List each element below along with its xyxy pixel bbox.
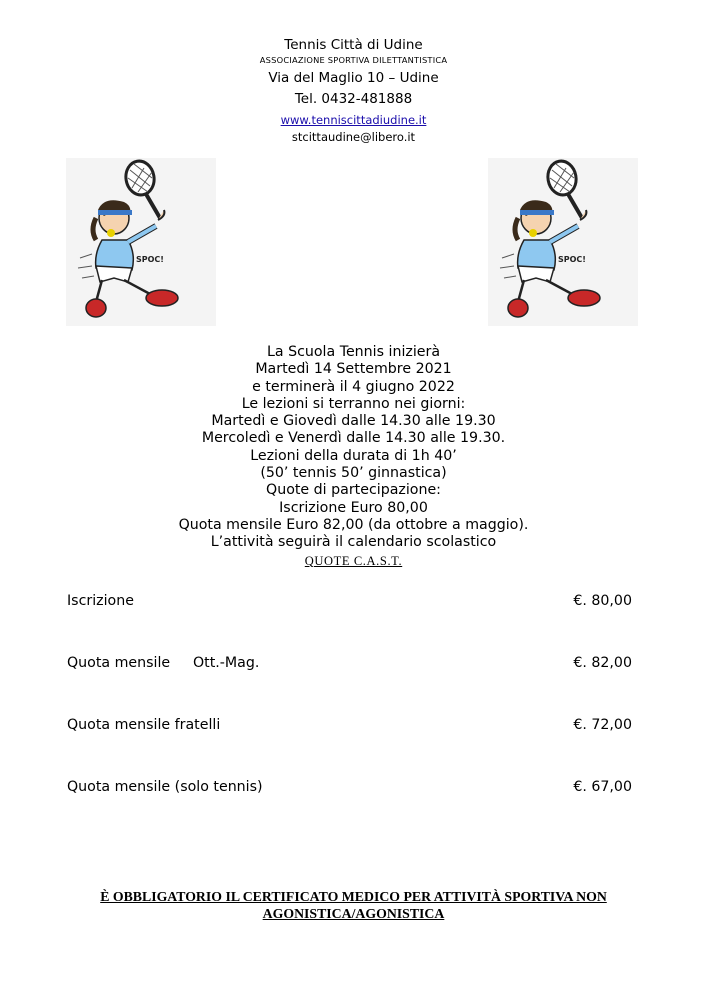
club-address: Via del Maglio 10 – Udine [268, 70, 439, 86]
notice-line-1: È OBBLIGATORIO IL CERTIFICATO MEDICO PER ATTIVITÀ SPORTIVA NON [100, 889, 607, 904]
medical-certificate-notice [0, 888, 707, 922]
club-phone: Tel. 0432-481888 [294, 91, 413, 107]
svg-text:SPOC!: SPOC! [558, 255, 586, 264]
info-line: e terminerà il 4 giugno 2022 [252, 378, 455, 395]
price-value: €. 72,00 [573, 717, 632, 733]
info-line: Quote di partecipazione: [266, 482, 441, 499]
info-line: Quota mensile Euro 82,00 (da ottobre a maggio). [178, 516, 529, 533]
price-label: Iscrizione [67, 593, 134, 609]
association-type: ASSOCIAZIONE SPORTIVA DILETTANTISTICA [259, 55, 448, 65]
info-line: Le lezioni si terranno nei giorni: [241, 395, 466, 412]
price-value: €. 67,00 [573, 779, 632, 795]
school-info [0, 344, 707, 569]
price-label: Quota mensile (solo tennis) [67, 779, 263, 795]
info-line: (50’ tennis 50’ ginnastica) [260, 465, 447, 482]
website-link[interactable]: www.tenniscittadiudine.it [280, 113, 427, 127]
info-line: Martedì 14 Settembre 2021 [255, 361, 452, 378]
info-line: Iscrizione Euro 80,00 [279, 499, 428, 516]
quote-section-title: QUOTE C.A.S.T. [304, 553, 403, 568]
letterhead [0, 36, 707, 146]
price-period: Ott.-Mag. [193, 655, 260, 671]
price-label: Quota mensile [67, 655, 171, 671]
svg-text:SPOC!: SPOC! [136, 255, 164, 264]
price-value: €. 82,00 [573, 655, 632, 671]
info-line: Mercoledì e Venerdì dalle 14.30 alle 19.30. [201, 430, 506, 447]
info-line: L’attività seguirà il calendario scolastico [210, 534, 497, 551]
notice-line-2: AGONISTICA/AGONISTICA [262, 906, 445, 921]
tennis-player-cartoon-icon [66, 158, 216, 326]
info-line: Lezioni della durata di 1h 40’ [250, 447, 457, 464]
tennis-player-cartoon-icon [488, 158, 638, 326]
club-name: Tennis Città di Udine [284, 37, 423, 53]
club-email: stcittaudine@libero.it [291, 130, 416, 144]
price-value: €. 80,00 [573, 593, 632, 609]
info-line: Martedì e Giovedì dalle 14.30 alle 19.30 [211, 413, 496, 430]
info-line: La Scuola Tennis inizierà [266, 344, 441, 360]
price-label: Quota mensile fratelli [67, 717, 221, 733]
